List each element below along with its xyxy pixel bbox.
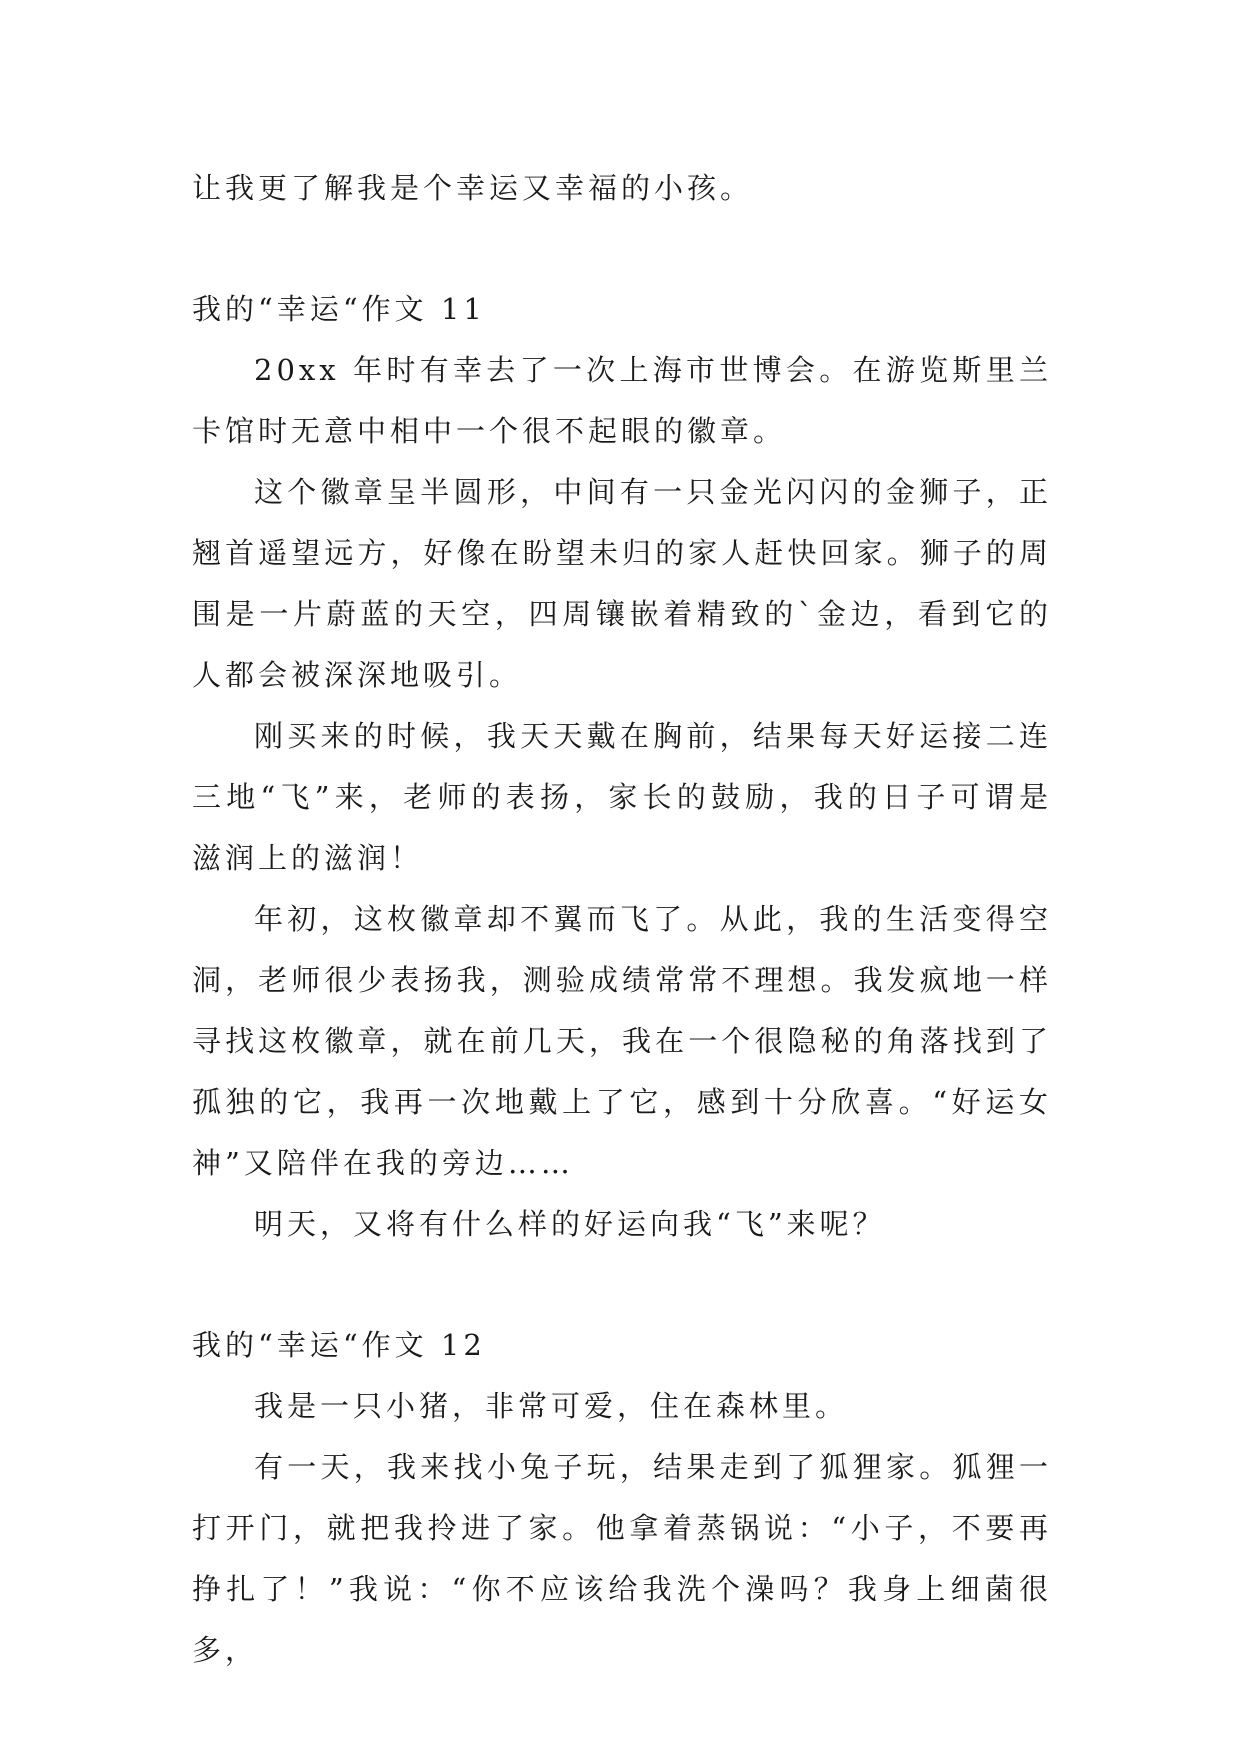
- section-spacer: [192, 219, 1052, 279]
- essay-12-paragraph-2: 有一天，我来找小兔子玩，结果走到了狐狸家。狐狸一打开门，就把我拎进了家。他拿着蒸锅说：“小子，不要再挣扎了！”我说：“你不应该给我洗个澡吗？我身上细菌很多，: [192, 1450, 1052, 1667]
- intro-tail-paragraph: 让我更了解我是个幸运又幸福的小孩。: [192, 171, 754, 205]
- essay-11-paragraph-5: 明天，又将有什么样的好运向我“飞”来呢？: [254, 1207, 886, 1241]
- essay-11-title: 我的“幸运“作文 11: [192, 292, 486, 326]
- essay-11-paragraph-1: 20xx 年时有幸去了一次上海市世博会。在游览斯里兰卡馆时无意中相中一个很不起眼的徽章。: [192, 353, 1052, 448]
- document-body: [192, 158, 1052, 1681]
- section-spacer: [192, 1255, 1052, 1315]
- essay-11-paragraph-3: 刚买来的时候，我天天戴在胸前，结果每天好运接二连三地“飞”来，老师的表扬，家长的鼓励，我的日子可谓是滋润上的滋润！: [192, 719, 1052, 875]
- essay-12-title: 我的“幸运“作文 12: [192, 1328, 486, 1362]
- essay-12-paragraph-1: 我是一只小猪，非常可爱，住在森林里。: [254, 1389, 849, 1423]
- essay-11-paragraph-4: 年初，这枚徽章却不翼而飞了。从此，我的生活变得空洞，老师很少表扬我，测验成绩常常不理想。我发疯地一样寻找这枚徽章，就在前几天，我在一个很隐秘的角落找到了孤独的它，我再一次地戴上了它，感到十分欣喜。“好运女神”又陪伴在我的旁边……: [192, 902, 1052, 1180]
- essay-11-paragraph-2: 这个徽章呈半圆形，中间有一只金光闪闪的金狮子，正翘首遥望远方，好像在盼望未归的家人赶快回家。狮子的周围是一片蔚蓝的天空，四周镶嵌着精致的`金边，看到它的人都会被深深地吸引。: [192, 475, 1052, 692]
